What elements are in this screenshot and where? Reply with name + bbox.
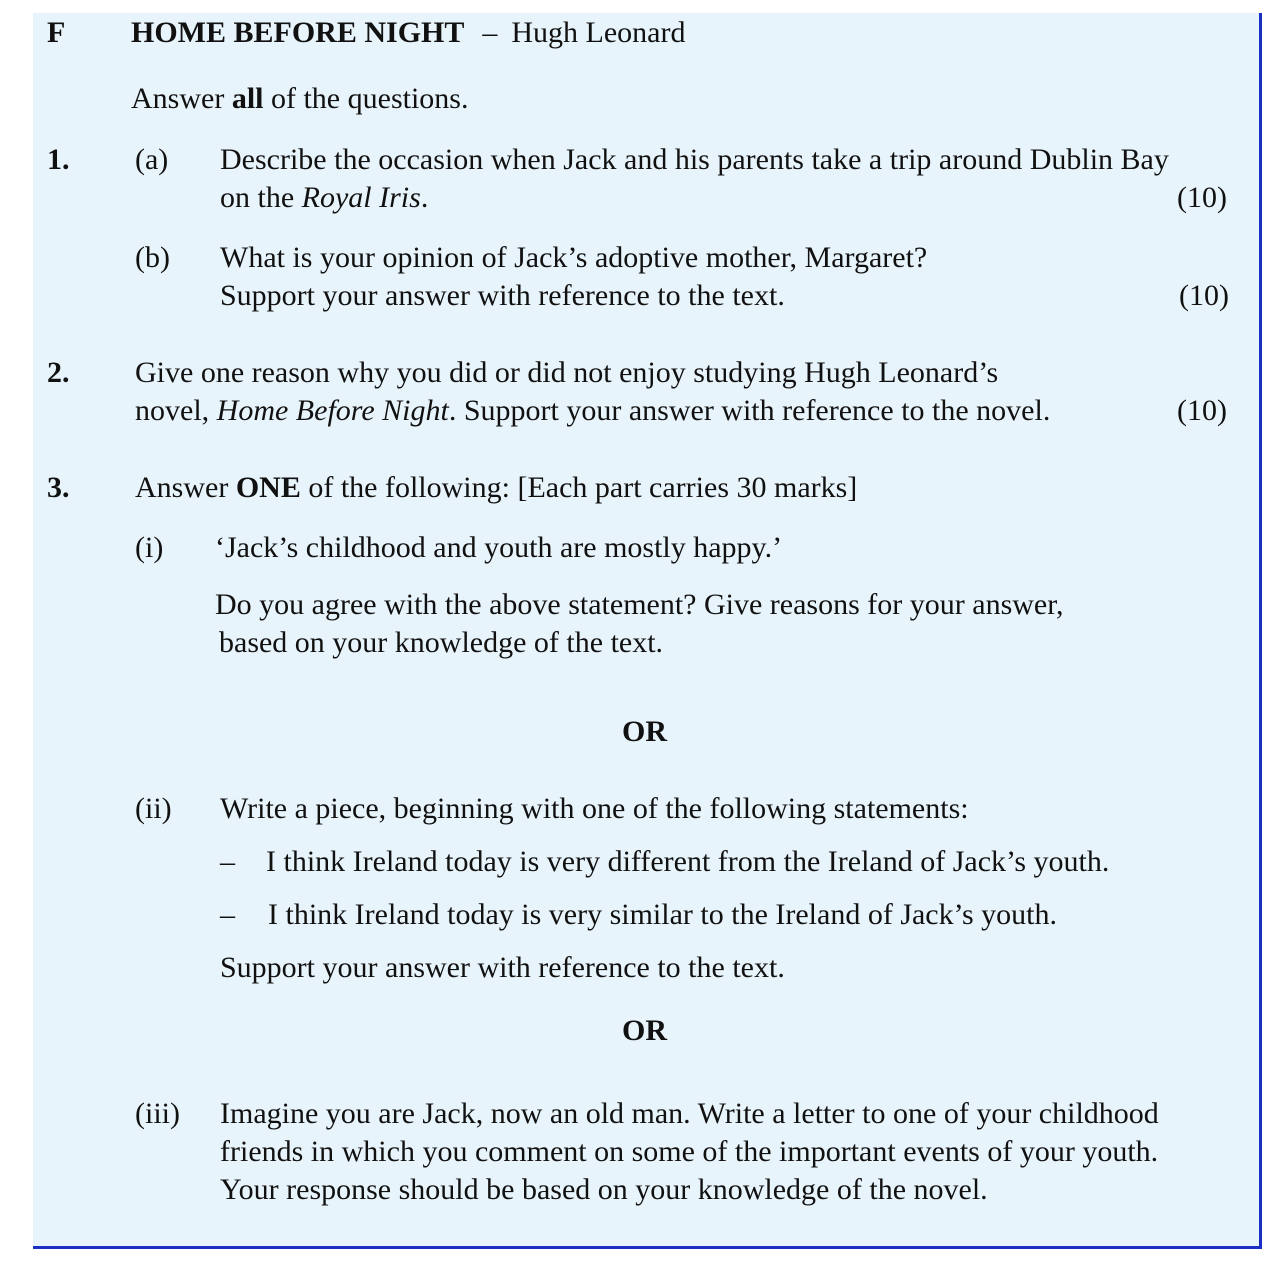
q3i-quote: ‘Jack’s childhood and youth are mostly happy.’ — [215, 531, 783, 564]
author-name: Hugh Leonard — [511, 16, 686, 49]
q3iii-line1: Imagine you are Jack, now an old man. Write a letter to one of your childhood — [220, 1097, 1159, 1130]
q3ii-bullet1: I think Ireland today is very different from the Ireland of Jack’s youth. — [266, 845, 1110, 878]
q3i-line2: based on your knowledge of the text. — [219, 626, 664, 659]
q1a-line2: on the Royal Iris. — [220, 181, 429, 214]
q2-line2: novel, Home Before Night. Support your answer with reference to the novel. — [135, 394, 1051, 427]
part-label-i: (i) — [135, 531, 164, 564]
or-divider-1: OR — [622, 715, 667, 748]
question-number-1: 1. — [47, 143, 70, 176]
section-heading — [131, 14, 686, 52]
q1a-marks: (10) — [1177, 181, 1227, 214]
instruction-text: Answer all of the questions. — [131, 82, 469, 115]
q3ii-bullet2: I think Ireland today is very similar to the Ireland of Jack’s youth. — [268, 898, 1057, 931]
question-number-2: 2. — [47, 356, 70, 389]
part-label-a: (a) — [135, 143, 169, 176]
q3ii-support: Support your answer with reference to the text. — [220, 951, 785, 984]
q1b-marks: (10) — [1179, 279, 1229, 312]
q3-intro: Answer ONE of the following: [Each part carries 30 marks] — [135, 471, 858, 504]
title-dash: – — [482, 16, 498, 49]
part-label-iii: (iii) — [135, 1097, 180, 1130]
q3iii-line2: friends in which you comment on some of the important events of your youth. — [220, 1135, 1159, 1168]
q3ii-line1: Write a piece, beginning with one of the following statements: — [220, 792, 969, 825]
q2-marks: (10) — [1177, 394, 1227, 427]
bullet-dash-2: – — [220, 898, 235, 931]
part-label-ii: (ii) — [135, 792, 172, 825]
section-title: HOME BEFORE NIGHT — [131, 16, 465, 49]
q3i-line1: Do you agree with the above statement? Give reasons for your answer, — [215, 588, 1064, 621]
q3iii-line3: Your response should be based on your knowledge of the novel. — [220, 1173, 988, 1206]
q2-line1: Give one reason why you did or did not enjoy studying Hugh Leonard’s — [135, 356, 999, 389]
q1b-line1: What is your opinion of Jack’s adoptive mother, Margaret? — [220, 241, 928, 274]
question-number-3: 3. — [47, 471, 70, 504]
or-divider-2: OR — [622, 1014, 667, 1047]
section-letter: F — [47, 16, 66, 49]
part-label-b: (b) — [135, 241, 170, 274]
q1b-line2: Support your answer with reference to the text. — [220, 279, 785, 312]
bullet-dash-1: – — [220, 845, 235, 878]
q1a-line1: Describe the occasion when Jack and his parents take a trip around Dublin Bay — [220, 143, 1169, 176]
